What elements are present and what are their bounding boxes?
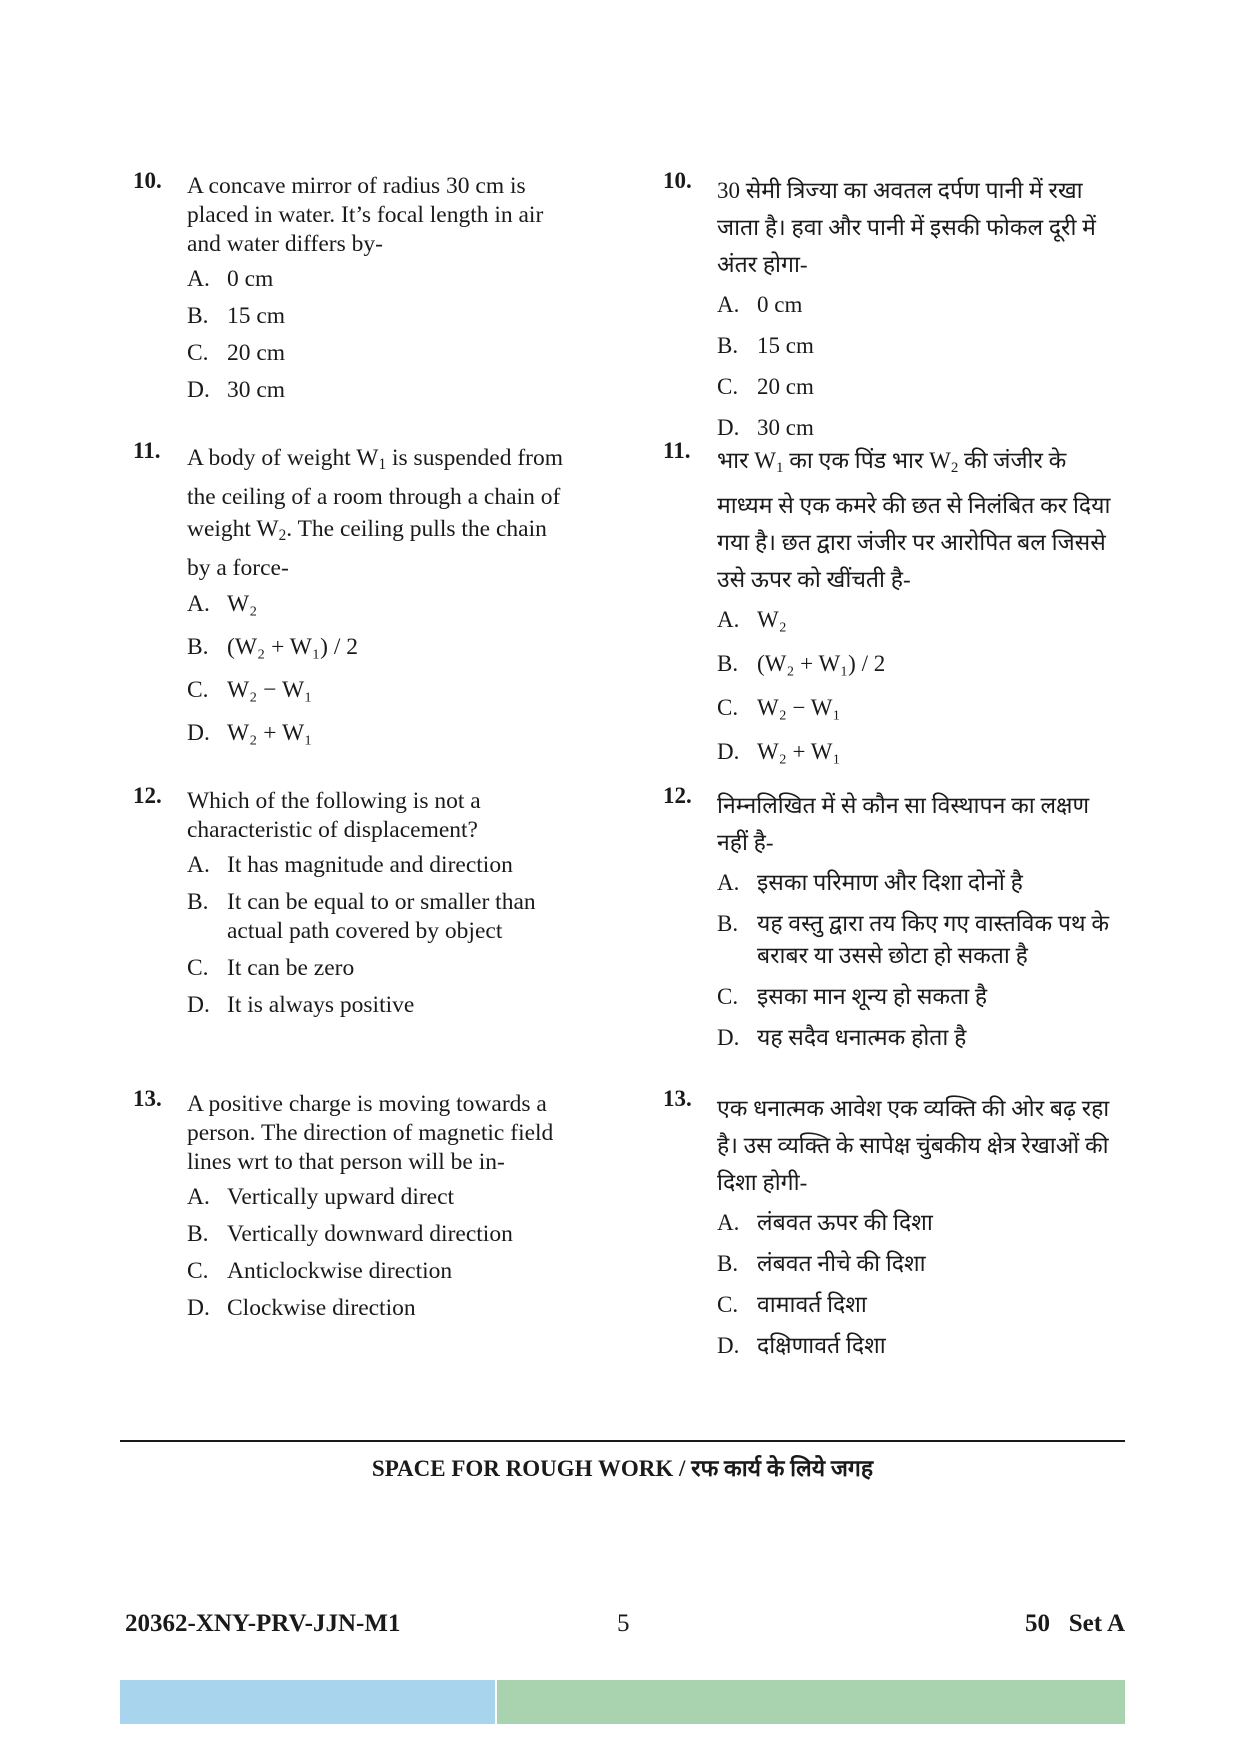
options-list	[187, 1183, 573, 1323]
option-b: B. 15 cm	[187, 303, 286, 329]
question-11-en	[133, 438, 573, 787]
option-a: A. लंबवत ऊपर की दिशा	[717, 1210, 933, 1235]
options-list	[717, 289, 1118, 444]
rough-work-divider	[120, 1440, 1125, 1442]
option-a: A. इसका परिमाण और दिशा दोनों है	[717, 870, 1023, 895]
question-number: 10.	[663, 168, 692, 193]
question-13-en	[133, 1086, 573, 1323]
question-number: 11.	[663, 438, 691, 463]
question-number: 13.	[133, 1086, 162, 1111]
question-12-hi	[663, 783, 1118, 1090]
question-text: निम्नलिखित में से कौन सा विस्थापन का लक्षण नहीं है-	[717, 793, 1090, 855]
option-b: B. लंबवत नीचे की दिशा	[717, 1251, 926, 1276]
option-d: D. 30 cm	[717, 415, 814, 440]
options-list	[717, 1207, 1118, 1362]
options-list	[187, 851, 573, 1020]
option-d: D. Clockwise direction	[187, 1295, 416, 1321]
question-number: 12.	[133, 783, 162, 808]
question-text: एक धनात्मक आवेश एक व्यक्ति की ओर बढ़ रहा है। उस व्यक्ति के सापेक्ष चुंबकीय क्षेत्र रेखाओं की दिशा होगी-	[717, 1096, 1110, 1195]
option-b: B. यह वस्तु द्वारा तय किए गए वास्तविक पथ के बराबर या उससे छोटा हो सकता है	[717, 911, 1110, 968]
option-a: A. W₂	[717, 607, 787, 632]
option-c: C. 20 cm	[187, 340, 286, 366]
option-c: C. 20 cm	[717, 374, 814, 399]
question-number: 13.	[663, 1086, 692, 1111]
option-a: A. W₂	[187, 591, 258, 617]
option-a: A. 0 cm	[187, 266, 274, 292]
option-a: A. It has magnitude and direction	[187, 852, 513, 878]
options-list	[717, 604, 1118, 768]
english-column	[133, 168, 573, 1331]
question-text: 30 सेमी त्रिज्या का अवतल दर्पण पानी में रखा जाता है। हवा और पानी में इसकी फोकल दूरी में अंतर होगा-	[717, 178, 1096, 277]
option-d: D. It is always positive	[187, 992, 415, 1018]
question-13-hi	[663, 1086, 1118, 1362]
option-a: A. 0 cm	[717, 292, 803, 317]
page-footer	[125, 1610, 1125, 1642]
option-c: C. W₂ − W₁	[187, 677, 313, 703]
question-number: 12.	[663, 783, 692, 808]
question-text: Which of the following is not a characteristic of displacement?	[187, 788, 481, 843]
question-text: A body of weight $W_1$ is suspended from the ceiling of a room through a chain of weight $W_2$. The ceiling pulls the chain by a force-	[187, 445, 564, 581]
options-list	[717, 867, 1118, 1054]
option-c: C. वामावर्त दिशा	[717, 1292, 867, 1317]
page-number: 5	[617, 1610, 630, 1637]
option-d: D. W₂ + W₁	[717, 739, 841, 764]
option-d: D. 30 cm	[187, 377, 286, 403]
option-d: D. W₂ + W₁	[187, 720, 313, 746]
rough-work-label: SPACE FOR ROUGH WORK / रफ कार्य के लिये जगह	[371, 1456, 874, 1481]
options-list	[187, 590, 573, 748]
option-c: C. It can be zero	[187, 955, 355, 981]
option-b: B. (W₂ + W₁) / 2	[717, 651, 886, 676]
set-label: 50 Set A	[1025, 1610, 1125, 1637]
question-text: A positive charge is moving towards a person. The direction of magnetic field lines wrt to that person will be in-	[187, 1091, 554, 1175]
options-list	[187, 265, 573, 405]
question-11-hi	[663, 438, 1118, 787]
question-text: भार $W_1$ का एक पिंड भार $W_2$ की जंजीर के माध्यम से एक कमरे की छत से निलंबित कर दिया गया है। छत द्वारा जंजीर पर आरोपित बल जिससे उसे ऊपर को खींचती है-	[717, 448, 1111, 592]
footer-bar-green	[497, 1680, 1125, 1724]
option-b: B. Vertically downward direction	[187, 1221, 513, 1247]
question-10-en	[133, 168, 573, 442]
option-b: B. (W₂ + W₁) / 2	[187, 634, 359, 660]
option-d: D. दक्षिणावर्त दिशा	[717, 1333, 886, 1358]
option-c: C. इसका मान शून्य हो सकता है	[717, 984, 988, 1009]
option-c: C. W₂ − W₁	[717, 695, 841, 720]
question-number: 10.	[133, 168, 162, 193]
option-b: B. It can be equal to or smaller than actual path covered by object	[187, 889, 536, 944]
option-d: D. यह सदैव धनात्मक होता है	[717, 1025, 967, 1050]
option-b: B. 15 cm	[717, 333, 814, 358]
question-number: 11.	[133, 438, 161, 463]
option-c: C. Anticlockwise direction	[187, 1258, 453, 1284]
footer-bar-blue	[120, 1680, 495, 1724]
question-12-en	[133, 783, 573, 1090]
option-a: A. Vertically upward direct	[187, 1184, 455, 1210]
paper-code: 20362-XNY-PRV-JJN-M1	[125, 1610, 401, 1637]
question-10-hi	[663, 168, 1118, 442]
question-text: A concave mirror of radius 30 cm is placed in water. It’s focal length in air and water differs by-	[187, 173, 544, 257]
hindi-column	[663, 168, 1118, 1371]
